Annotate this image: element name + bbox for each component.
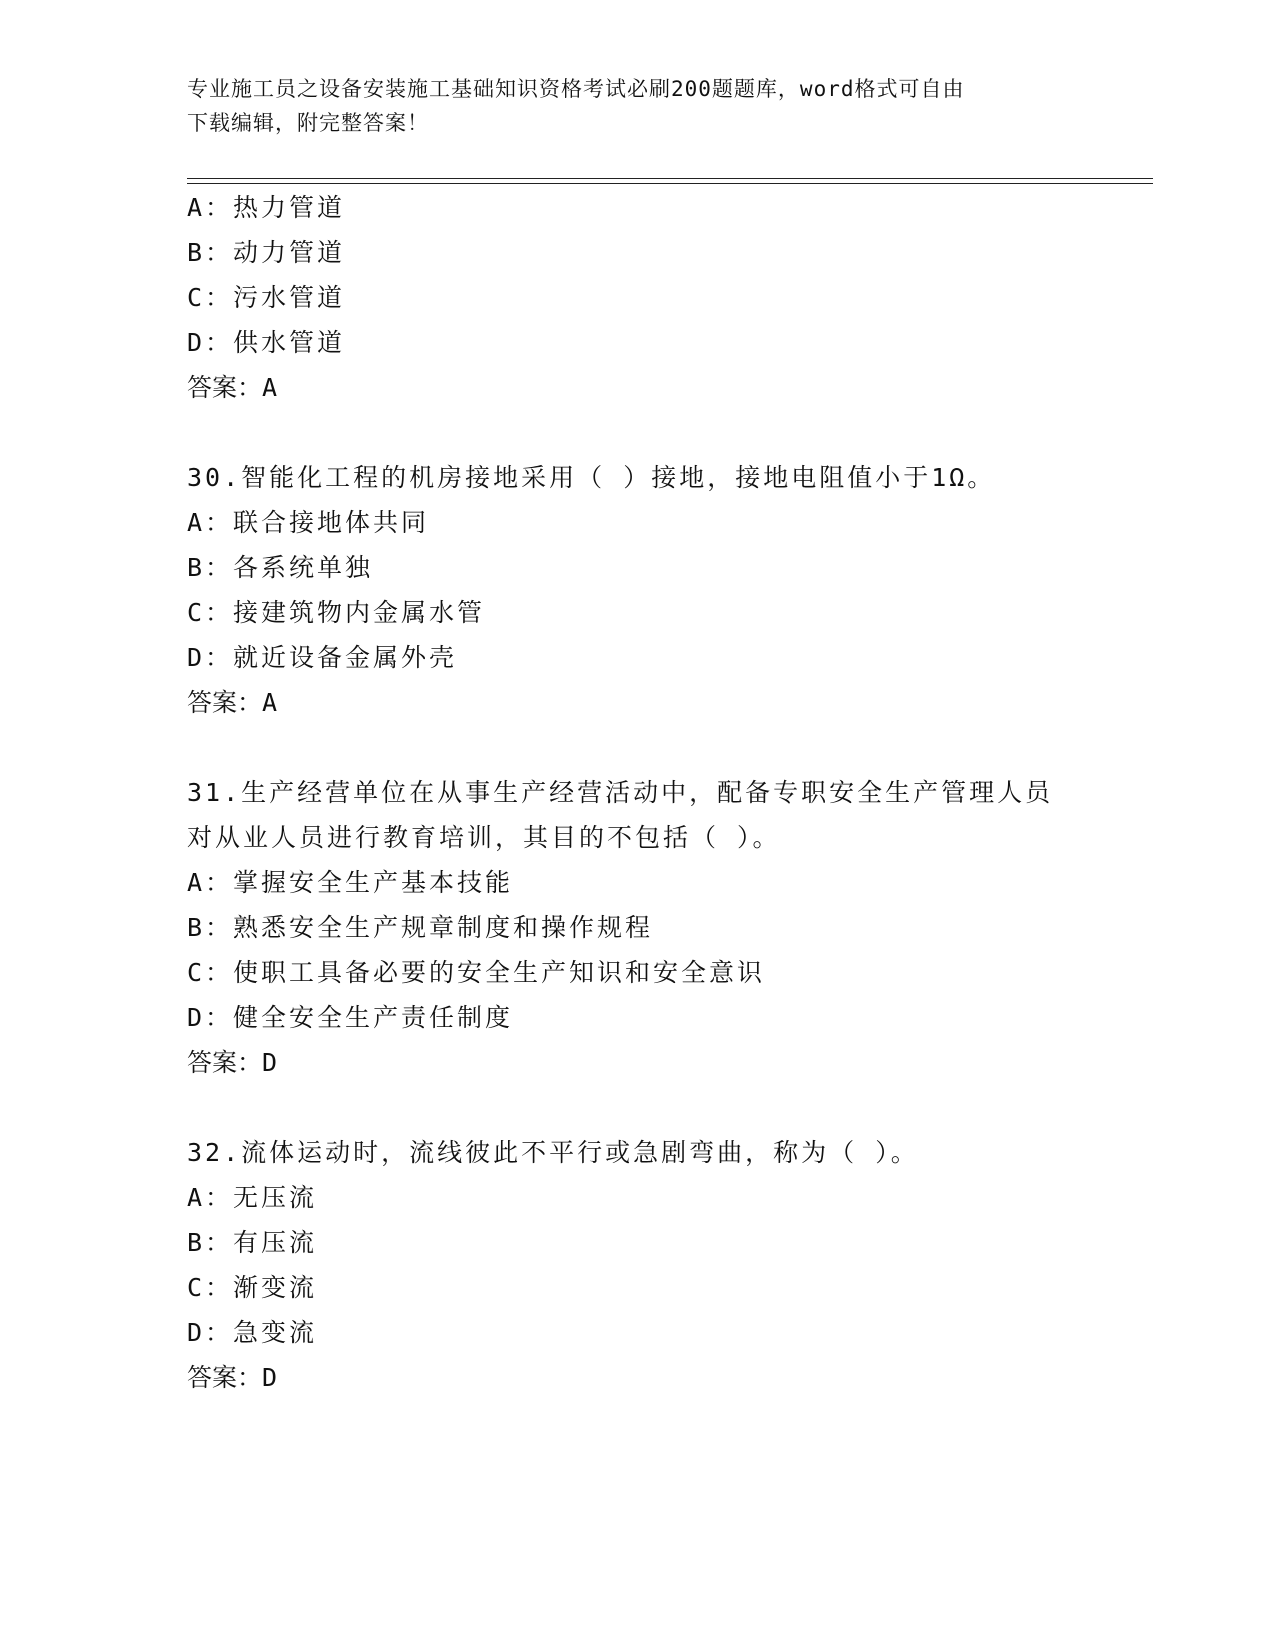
document-header — [187, 72, 1087, 140]
header-divider-bottom — [187, 183, 1153, 184]
option-c: C：污水管道 — [187, 283, 346, 312]
option-a: A：热力管道 — [187, 193, 346, 222]
option-c: C：渐变流 — [187, 1273, 318, 1302]
option-d: D：供水管道 — [187, 328, 346, 357]
answer-label: 答案： — [187, 373, 263, 402]
answer-value: A — [262, 373, 279, 402]
answer-label: 答案： — [187, 1048, 263, 1077]
answer-value: D — [262, 1363, 279, 1392]
option-b: B：有压流 — [187, 1228, 318, 1257]
header-divider-top — [187, 178, 1153, 179]
question-stem-line-2: 对从业人员进行教育培训，其目的不包括（ ）。 — [187, 823, 781, 852]
option-d: D：就近设备金属外壳 — [187, 643, 458, 672]
option-b: B：熟悉安全生产规章制度和操作规程 — [187, 913, 654, 942]
question-stem: 32.流体运动时，流线彼此不平行或急剧弯曲，称为（ ）。 — [187, 1138, 919, 1167]
option-b: B：各系统单独 — [187, 553, 374, 582]
answer-value: D — [262, 1048, 279, 1077]
option-a: A：联合接地体共同 — [187, 508, 430, 537]
question-stem: 30.智能化工程的机房接地采用（ ）接地，接地电阻值小于1Ω。 — [187, 463, 996, 492]
answer-label: 答案： — [187, 1363, 263, 1392]
answer-line — [187, 1048, 278, 1078]
option-d: D：急变流 — [187, 1318, 318, 1347]
answer-line — [187, 373, 278, 403]
answer-line — [187, 688, 278, 718]
question-stem-line-1: 31.生产经营单位在从事生产经营活动中，配备专职安全生产管理人员 — [187, 778, 1054, 807]
option-d: D：健全安全生产责任制度 — [187, 1003, 514, 1032]
header-line-2: 下载编辑，附完整答案！ — [187, 111, 429, 135]
answer-label: 答案： — [187, 688, 263, 717]
option-b: B：动力管道 — [187, 238, 346, 267]
header-line-1: 专业施工员之设备安装施工基础知识资格考试必刷200题题库，word格式可自由 — [187, 77, 965, 101]
option-c: C：接建筑物内金属水管 — [187, 598, 486, 627]
option-c: C：使职工具备必要的安全生产知识和安全意识 — [187, 958, 766, 987]
answer-line — [187, 1363, 278, 1393]
option-a: A：掌握安全生产基本技能 — [187, 868, 514, 897]
answer-value: A — [262, 688, 279, 717]
option-a: A：无压流 — [187, 1183, 318, 1212]
